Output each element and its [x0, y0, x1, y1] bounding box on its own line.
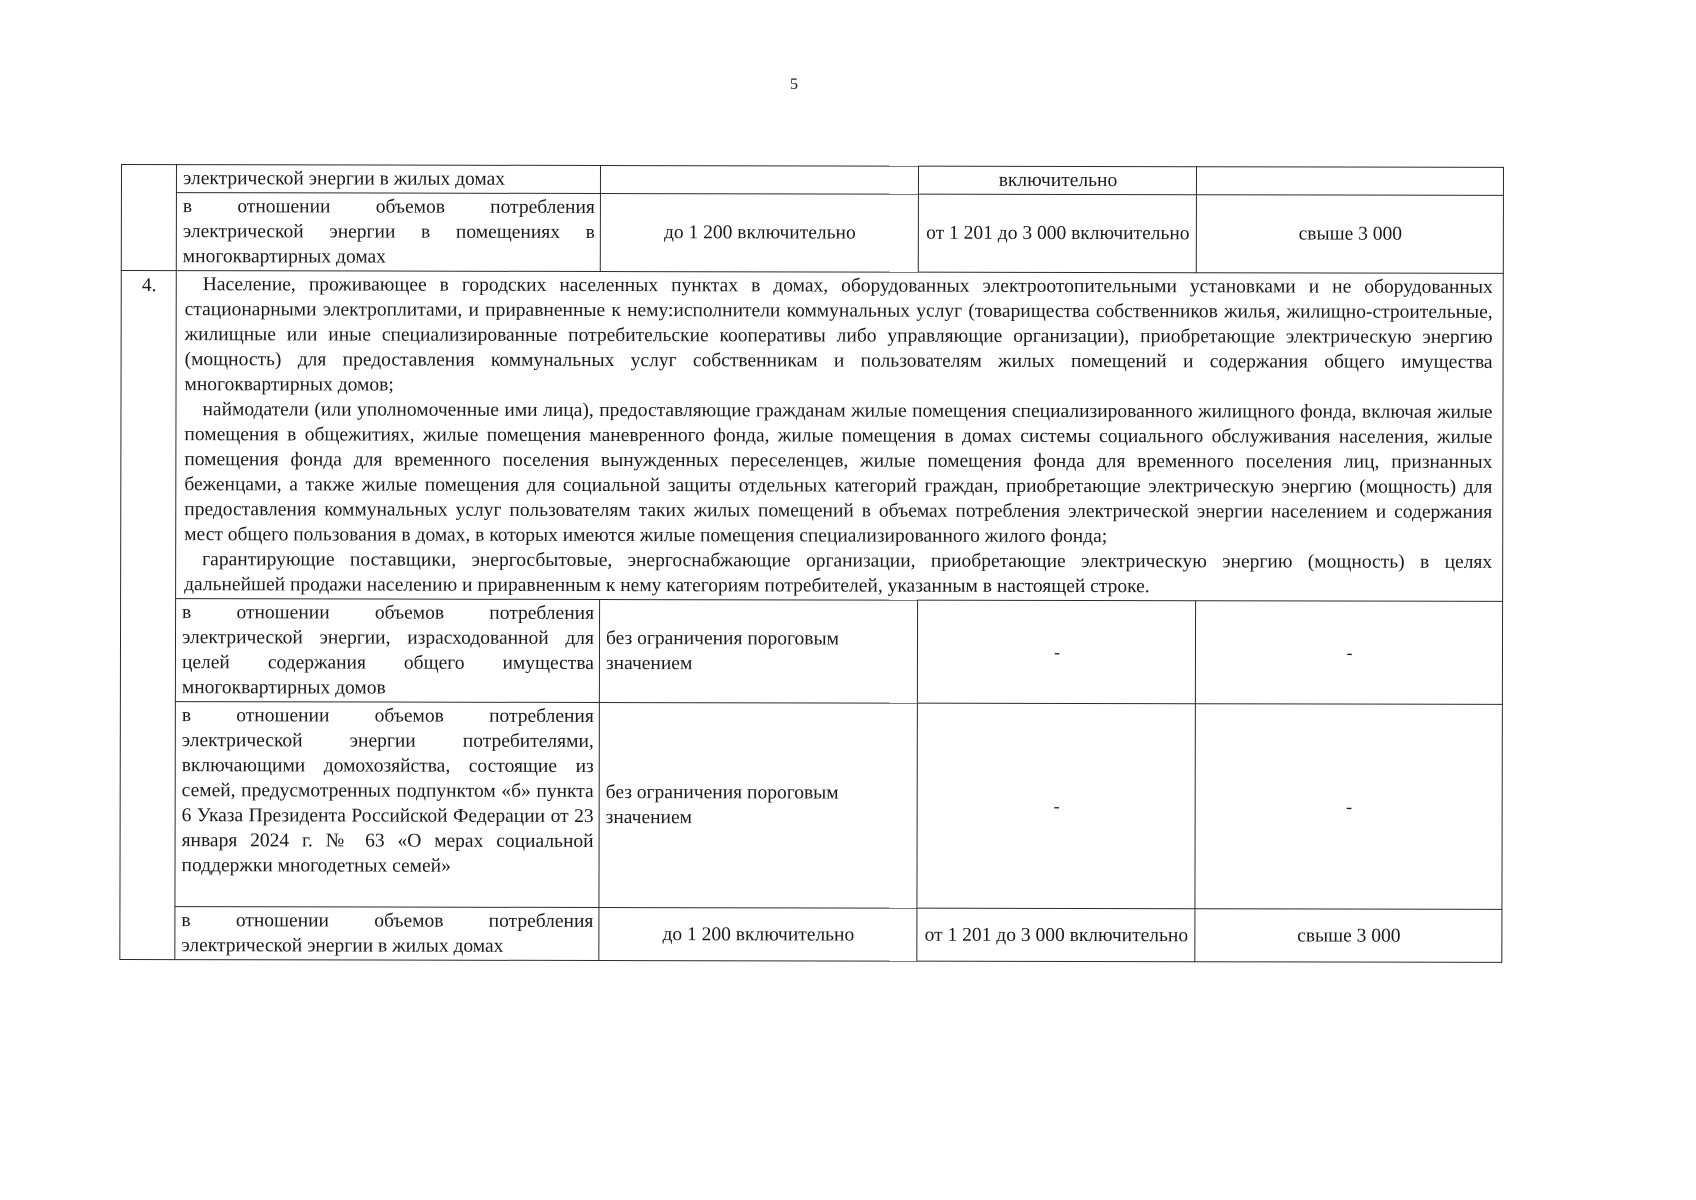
- row-description: в отношении объемов потребления электрической энергии потребителями, включающими домохозяйства, состоящие из семей, предусмотренных подпунктом «б» пункта 6 Указа Президента Российской Федерации от 23 января 2024 г. № 63 «О мерах социальной поддержки многодетных семей»: [175, 702, 599, 908]
- row-description: в отношении объемов потребления электрической энергии, израсходованной для целей содержания общего имущества многоквартирных домов: [175, 599, 599, 703]
- threshold-cell-3: -: [1195, 601, 1502, 705]
- threshold-cell-1: [600, 166, 918, 195]
- table-row: [121, 165, 1503, 196]
- section-4-paragraph: Население, проживающее в городских населенных пунктах в домах, оборудованных электроотопительными установками и не оборудованных стационарными электроплитами, и приравненные к нему:исполнители коммунальных услуг (товарищества собственников жилья, жилищно-строительные, жилищные или иные специализированные потребительские кооперативы либо управляющие организации), приобретающие электрическую энергию (мощность) для предоставления коммунальных услуг собственникам и пользователям жилых помещений и содержания общего имущества многоквартирных домов;: [184, 274, 1493, 396]
- threshold-cell-3: свыше 3 000: [1196, 195, 1503, 274]
- section-4-header-row: [121, 271, 1504, 602]
- table-row: [120, 906, 1502, 962]
- tariff-table-wrapper: [119, 164, 1503, 963]
- row-description: электрической энергии в жилых домах: [176, 165, 600, 194]
- row-description: в отношении объемов потребления электрической энергии в жилых домах: [175, 907, 599, 961]
- threshold-cell-1: до 1 200 включительно: [599, 908, 917, 962]
- section-4-paragraph: гарантирующие поставщики, энергосбытовые, энергоснабжающие организации, приобретающие электрическую энергию (мощность) в целях дальнейшей продажи населению и приравненным к нему категориям потребителей, указанным в настоящей строке.: [184, 549, 1493, 598]
- threshold-cell-2: -: [917, 600, 1195, 704]
- threshold-cell-1: без ограничения пороговым значением: [599, 600, 917, 704]
- threshold-cell-1: без ограничения пороговым значением: [599, 703, 917, 909]
- section-4-description: [176, 271, 1504, 602]
- table-row: [120, 599, 1502, 705]
- table-row: [120, 701, 1502, 909]
- threshold-cell-2: от 1 201 до 3 000 включительно: [918, 194, 1196, 273]
- row-number-cell: [121, 165, 176, 271]
- threshold-cell-1: до 1 200 включительно: [600, 194, 918, 273]
- threshold-cell-3: [1196, 167, 1503, 196]
- threshold-cell-3: свыше 3 000: [1195, 909, 1502, 963]
- table-row: [121, 193, 1503, 274]
- threshold-cell-3: -: [1195, 704, 1502, 910]
- tariff-table: [119, 164, 1504, 963]
- threshold-cell-2: включительно: [918, 166, 1196, 195]
- page-number: 5: [790, 76, 798, 93]
- section-4-paragraph: наймодатели (или уполномоченные ими лица), предоставляющие гражданам жилые помещения специализированного жилищного фонда, включая жилые помещения в общежитиях, жилые помещения маневренного фонда, жилые помещения в домах системы социального обслуживания населения, жилые помещения фонда для временного поселения вынужденных переселенцев, жилые помещения фонда для временного поселения лиц, признанных беженцами, а также жилые помещения для социальной защиты отдельных категорий граждан, приобретающие электрическую энергию (мощность) для предоставления коммунальных услуг пользователям таких жилых помещений в объемах потребления электрической энергии населением и содержания мест общего пользования в домах, в которых имеются жилые помещения специализированного жилого фонда;: [184, 399, 1493, 548]
- threshold-cell-2: от 1 201 до 3 000 включительно: [917, 908, 1195, 962]
- row-description: в отношении объемов потребления электрической энергии в помещениях в многоквартирных домах: [176, 193, 600, 272]
- row-number: 4.: [120, 271, 176, 960]
- threshold-cell-2: -: [917, 703, 1195, 909]
